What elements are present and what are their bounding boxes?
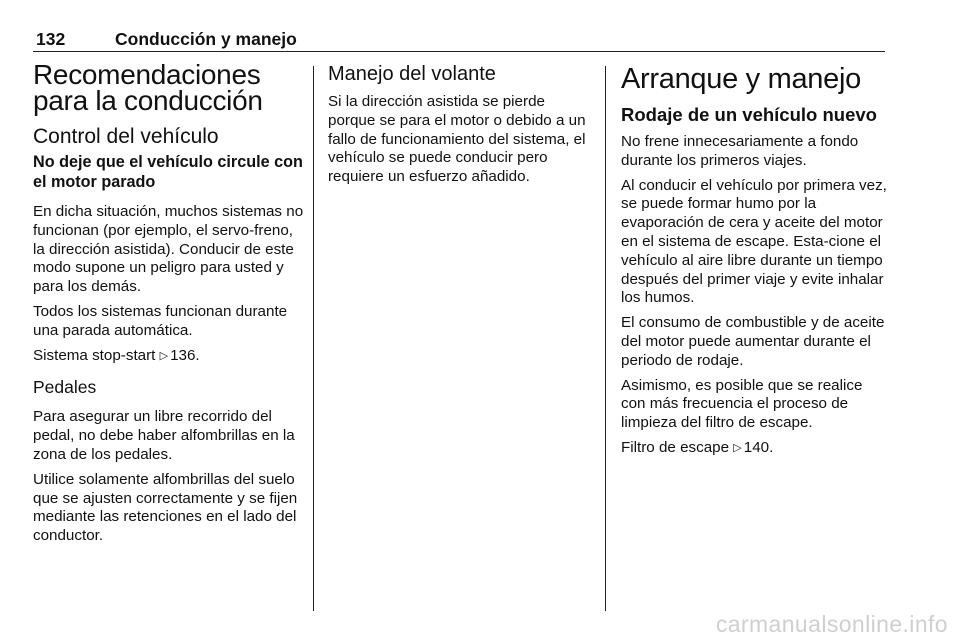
subheading-vehicle-control: Control del vehículo <box>33 125 219 148</box>
section-heading-starting: Arranque y manejo <box>621 63 861 95</box>
topic-title-engine-off: No deje que el vehículo circule con el motor parado <box>33 153 303 191</box>
paragraph: Todos los sistemas funcionan durante una parada automática. <box>33 302 288 339</box>
watermark: carmanualsonline.info <box>715 611 948 637</box>
column-divider-left <box>313 66 314 611</box>
paragraph: Si la dirección asistida se pierde porque se para el motor o debido a un fallo de funcionamiento del sistema, el vehículo se puede conducir pero requiere un esfuerzo añadido. <box>328 93 586 186</box>
chapter-title: Conducción y manejo <box>115 29 297 49</box>
reference-text: Sistema stop-start <box>33 346 156 364</box>
paragraph: Utilice solamente alfombrillas del suelo que se ajusten correctamente y se fijen mediante las retenciones en el lado del conductor. <box>33 470 298 545</box>
topic-title-pedals: Pedales <box>33 377 97 398</box>
page-header <box>33 27 885 52</box>
reference-link[interactable]: 136. <box>170 346 200 364</box>
column-3 <box>621 62 889 465</box>
column-1 <box>33 59 305 552</box>
section-heading-steering: Manejo del volante <box>328 63 496 85</box>
reference-arrow-icon: ▷ <box>733 441 742 454</box>
column-divider-right <box>605 66 606 611</box>
cross-reference <box>33 347 305 367</box>
reference-arrow-icon: ▷ <box>159 349 169 362</box>
reference-text: Filtro de escape <box>621 438 730 456</box>
section-heading-driving-tips: Recomendaciones para la conducción <box>33 59 263 116</box>
paragraph: Para asegurar un libre recorrido del pedal, no debe haber alfombrillas en la zona de los pedales. <box>33 408 295 463</box>
cross-reference <box>621 439 889 459</box>
column-2 <box>328 62 594 193</box>
paragraph: El consumo de combustible y de aceite del motor puede aumentar durante el periodo de rodaje. <box>621 314 885 369</box>
paragraph: En dicha situación, muchos sistemas no funcionan (por ejemplo, el servo‑freno, la dirección asistida). Conducir de este modo supone un peligro para usted y para los demás. <box>33 203 304 296</box>
paragraph: Al conducir el vehículo por primera vez, se puede formar humo por la evaporación de cera y aceite del motor en el sistema de escape. Esta‑cione el vehículo al aire libre durante un tiempo después del primer viaje y evite inhalar los humos. <box>621 176 887 307</box>
page-number: 132 <box>36 29 66 49</box>
subheading-running-in: Rodaje de un vehículo nuevo <box>621 104 877 125</box>
paragraph: Asimismo, es posible que se realice con más frecuencia el proceso de limpieza del filtro de escape. <box>621 376 863 432</box>
paragraph: No frene innecesariamente a fondo durante los primeros viajes. <box>621 133 859 169</box>
reference-link[interactable]: 140. <box>743 438 774 456</box>
